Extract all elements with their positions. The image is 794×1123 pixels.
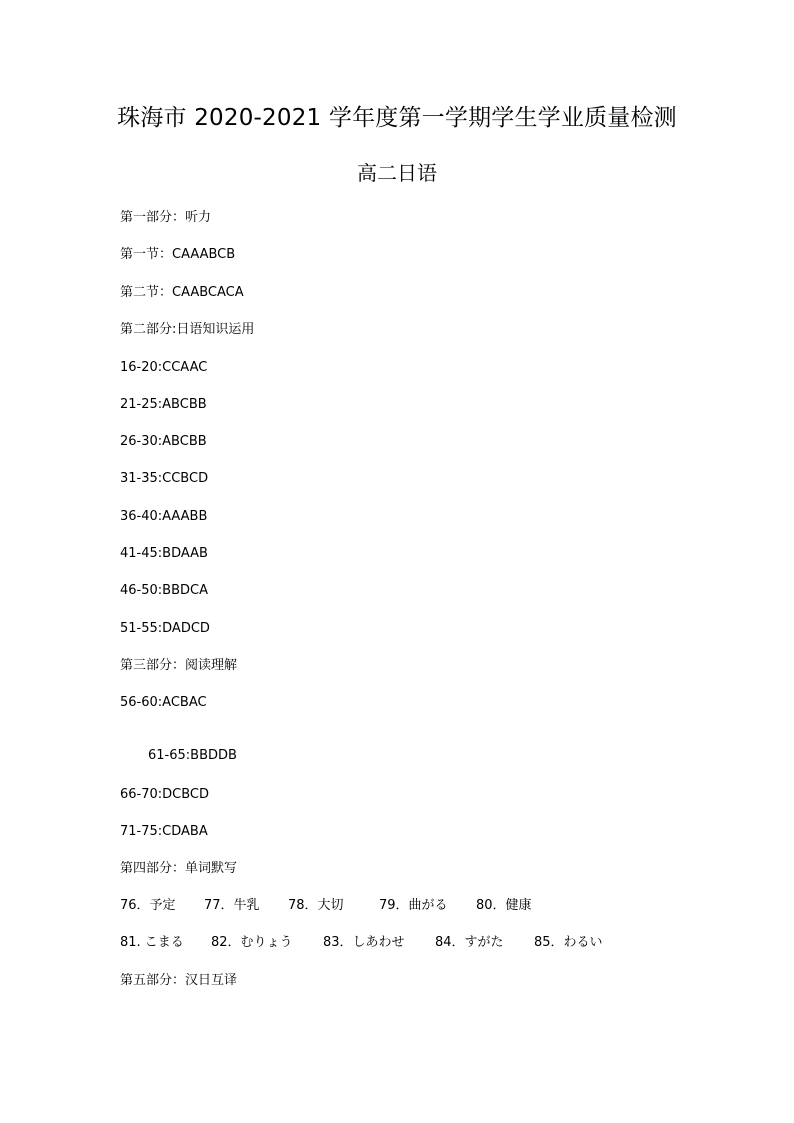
- document-subtitle: 高二日语: [357, 161, 437, 185]
- answer-line: 41-45:BDAAB: [120, 546, 208, 561]
- section-heading-listening: 第一部分：听力: [120, 210, 212, 225]
- vocab-item: 79．曲がる: [379, 898, 448, 913]
- answer-line: 16-20:CCAAC: [120, 360, 208, 375]
- vocab-item: 76．予定: [120, 898, 176, 913]
- answer-line: 21-25:ABCBB: [120, 397, 207, 412]
- answer-line: 56-60:ACBAC: [120, 695, 207, 710]
- answer-line: 71-75:CDABA: [120, 824, 208, 839]
- vocab-row: [120, 934, 603, 952]
- section-heading-translation: 第五部分：汉日互译: [120, 973, 238, 988]
- answer-line: 31-35:CCBCD: [120, 471, 209, 486]
- section-heading-vocabulary: 第四部分：单词默写: [120, 861, 238, 876]
- answer-line: 46-50:BBDCA: [120, 583, 208, 598]
- answer-line: 第二节：CAABCACA: [120, 285, 244, 300]
- answer-line: 第一节：CAAABCB: [120, 247, 236, 262]
- answer-line: 66-70:DCBCD: [120, 787, 210, 802]
- vocab-item: 78．大切: [288, 898, 344, 913]
- answer-line: 26-30:ABCBB: [120, 434, 207, 449]
- section-heading-reading: 第三部分：阅读理解: [120, 658, 238, 673]
- document-title: 珠海市 2020-2021 学年度第一学期学生学业质量检测: [117, 105, 677, 131]
- vocab-item: 85．わるい: [534, 935, 603, 950]
- vocab-item: 84．すがた: [435, 935, 504, 950]
- section-heading-knowledge: 第二部分:日语知识运用: [120, 322, 255, 337]
- vocab-item: 80．健康: [476, 898, 532, 913]
- vocab-item: 83．しあわせ: [323, 935, 405, 950]
- answer-line: 36-40:AAABB: [120, 509, 208, 524]
- vocab-item: 77．牛乳: [204, 898, 260, 913]
- vocab-item: 82．むりょう: [211, 935, 293, 950]
- vocab-item: 81. こまる: [120, 935, 184, 950]
- vocab-row: [120, 897, 532, 915]
- answer-line: 51-55:DADCD: [120, 621, 210, 636]
- answer-line: 61-65:BBDDB: [148, 748, 237, 763]
